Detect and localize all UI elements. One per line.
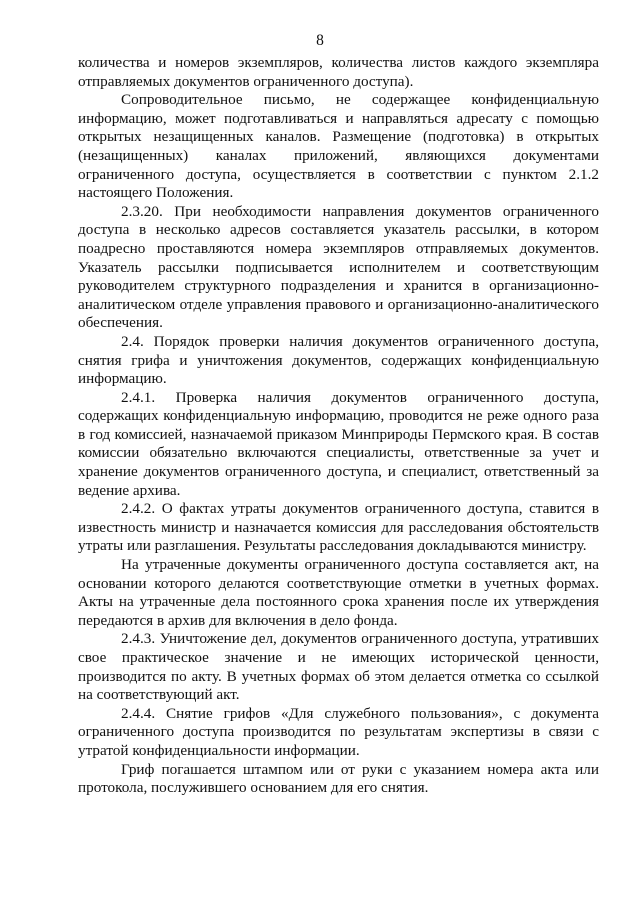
page-number: 8 bbox=[316, 32, 324, 49]
paragraph-2-4-2: 2.4.2. О фактах утраты документов ограниченного доступа, ставится в известность министр и назначается комиссия для расследования обстоятельств утраты или разглашения. Результаты расследования докладываются министру. bbox=[78, 500, 599, 555]
paragraph-2-4-heading: 2.4. Порядок проверки наличия документов ограниченного доступа, снятия грифа и уничтожения документов, содержащих конфиденциальную информацию. bbox=[78, 332, 599, 388]
paragraph-2-4-1: 2.4.1. Проверка наличия документов ограниченного доступа, содержащих конфиденциальную информацию, проводится не реже одного раза в год комиссией, назначаемой приказом Минприроды Пермского края. В состав комиссии обязательно включаются специалисты, ответственные за учет и хранение документов ограниченного доступа, и специалист, ответственный за ведение архива. bbox=[78, 388, 599, 499]
paragraph-2-4-3: 2.4.3. Уничтожение дел, документов ограниченного доступа, утративших свое практическое значение и не имеющих исторической ценности, производится по акту. В учетных формах об этом делается отметка со ссылкой на соответствующий акт. bbox=[78, 630, 599, 704]
paragraph-stamp-removal: Гриф погашается штампом или от руки с указанием номера акта или протокола, послужившего основанием для его снятия. bbox=[78, 760, 599, 797]
paragraph-lost-documents-act: На утраченные документы ограниченного доступа составляется акт, на основании которого делаются соответствующие отметки в учетных формах. Акты на утраченные дела постоянного срока хранения после их утверждения передаются в архив для включения в дело фонда. bbox=[78, 556, 599, 629]
paragraph-2-3-20: 2.3.20. При необходимости направления документов ограниченного доступа в несколько адресов составляется указатель рассылки, в котором поадресно проставляются номера экземпляров отправляемых документов. Указатель рассылки подписывается исполнителем и соответствующим руководителем структурного подразделения и хранится в организационно-аналитическом отделе управления правового и организационно-аналитического обеспечения. bbox=[78, 202, 599, 332]
document-body bbox=[78, 54, 599, 798]
paragraph-2-4-4: 2.4.4. Снятие грифов «Для служебного пользования», с документа ограниченного доступа производится по результатам экспертизы в связи с утратой конфиденциальности информации. bbox=[78, 704, 599, 759]
paragraph-continuation: количества и номеров экземпляров, количества листов каждого экземпляра отправляемых документов ограниченного доступа). bbox=[78, 54, 599, 90]
paragraph-cover-letter: Сопроводительное письмо, не содержащее конфиденциальную информацию, может подготавливаться и направляться адресату с помощью открытых незащищенных каналов. Размещение (подготовка) в открытых (незащищенных) каналах приложений, являющихся документами ограниченного доступа, осуществляется в соответствии с пунктом 2.1.2 настоящего Положения. bbox=[78, 91, 599, 202]
